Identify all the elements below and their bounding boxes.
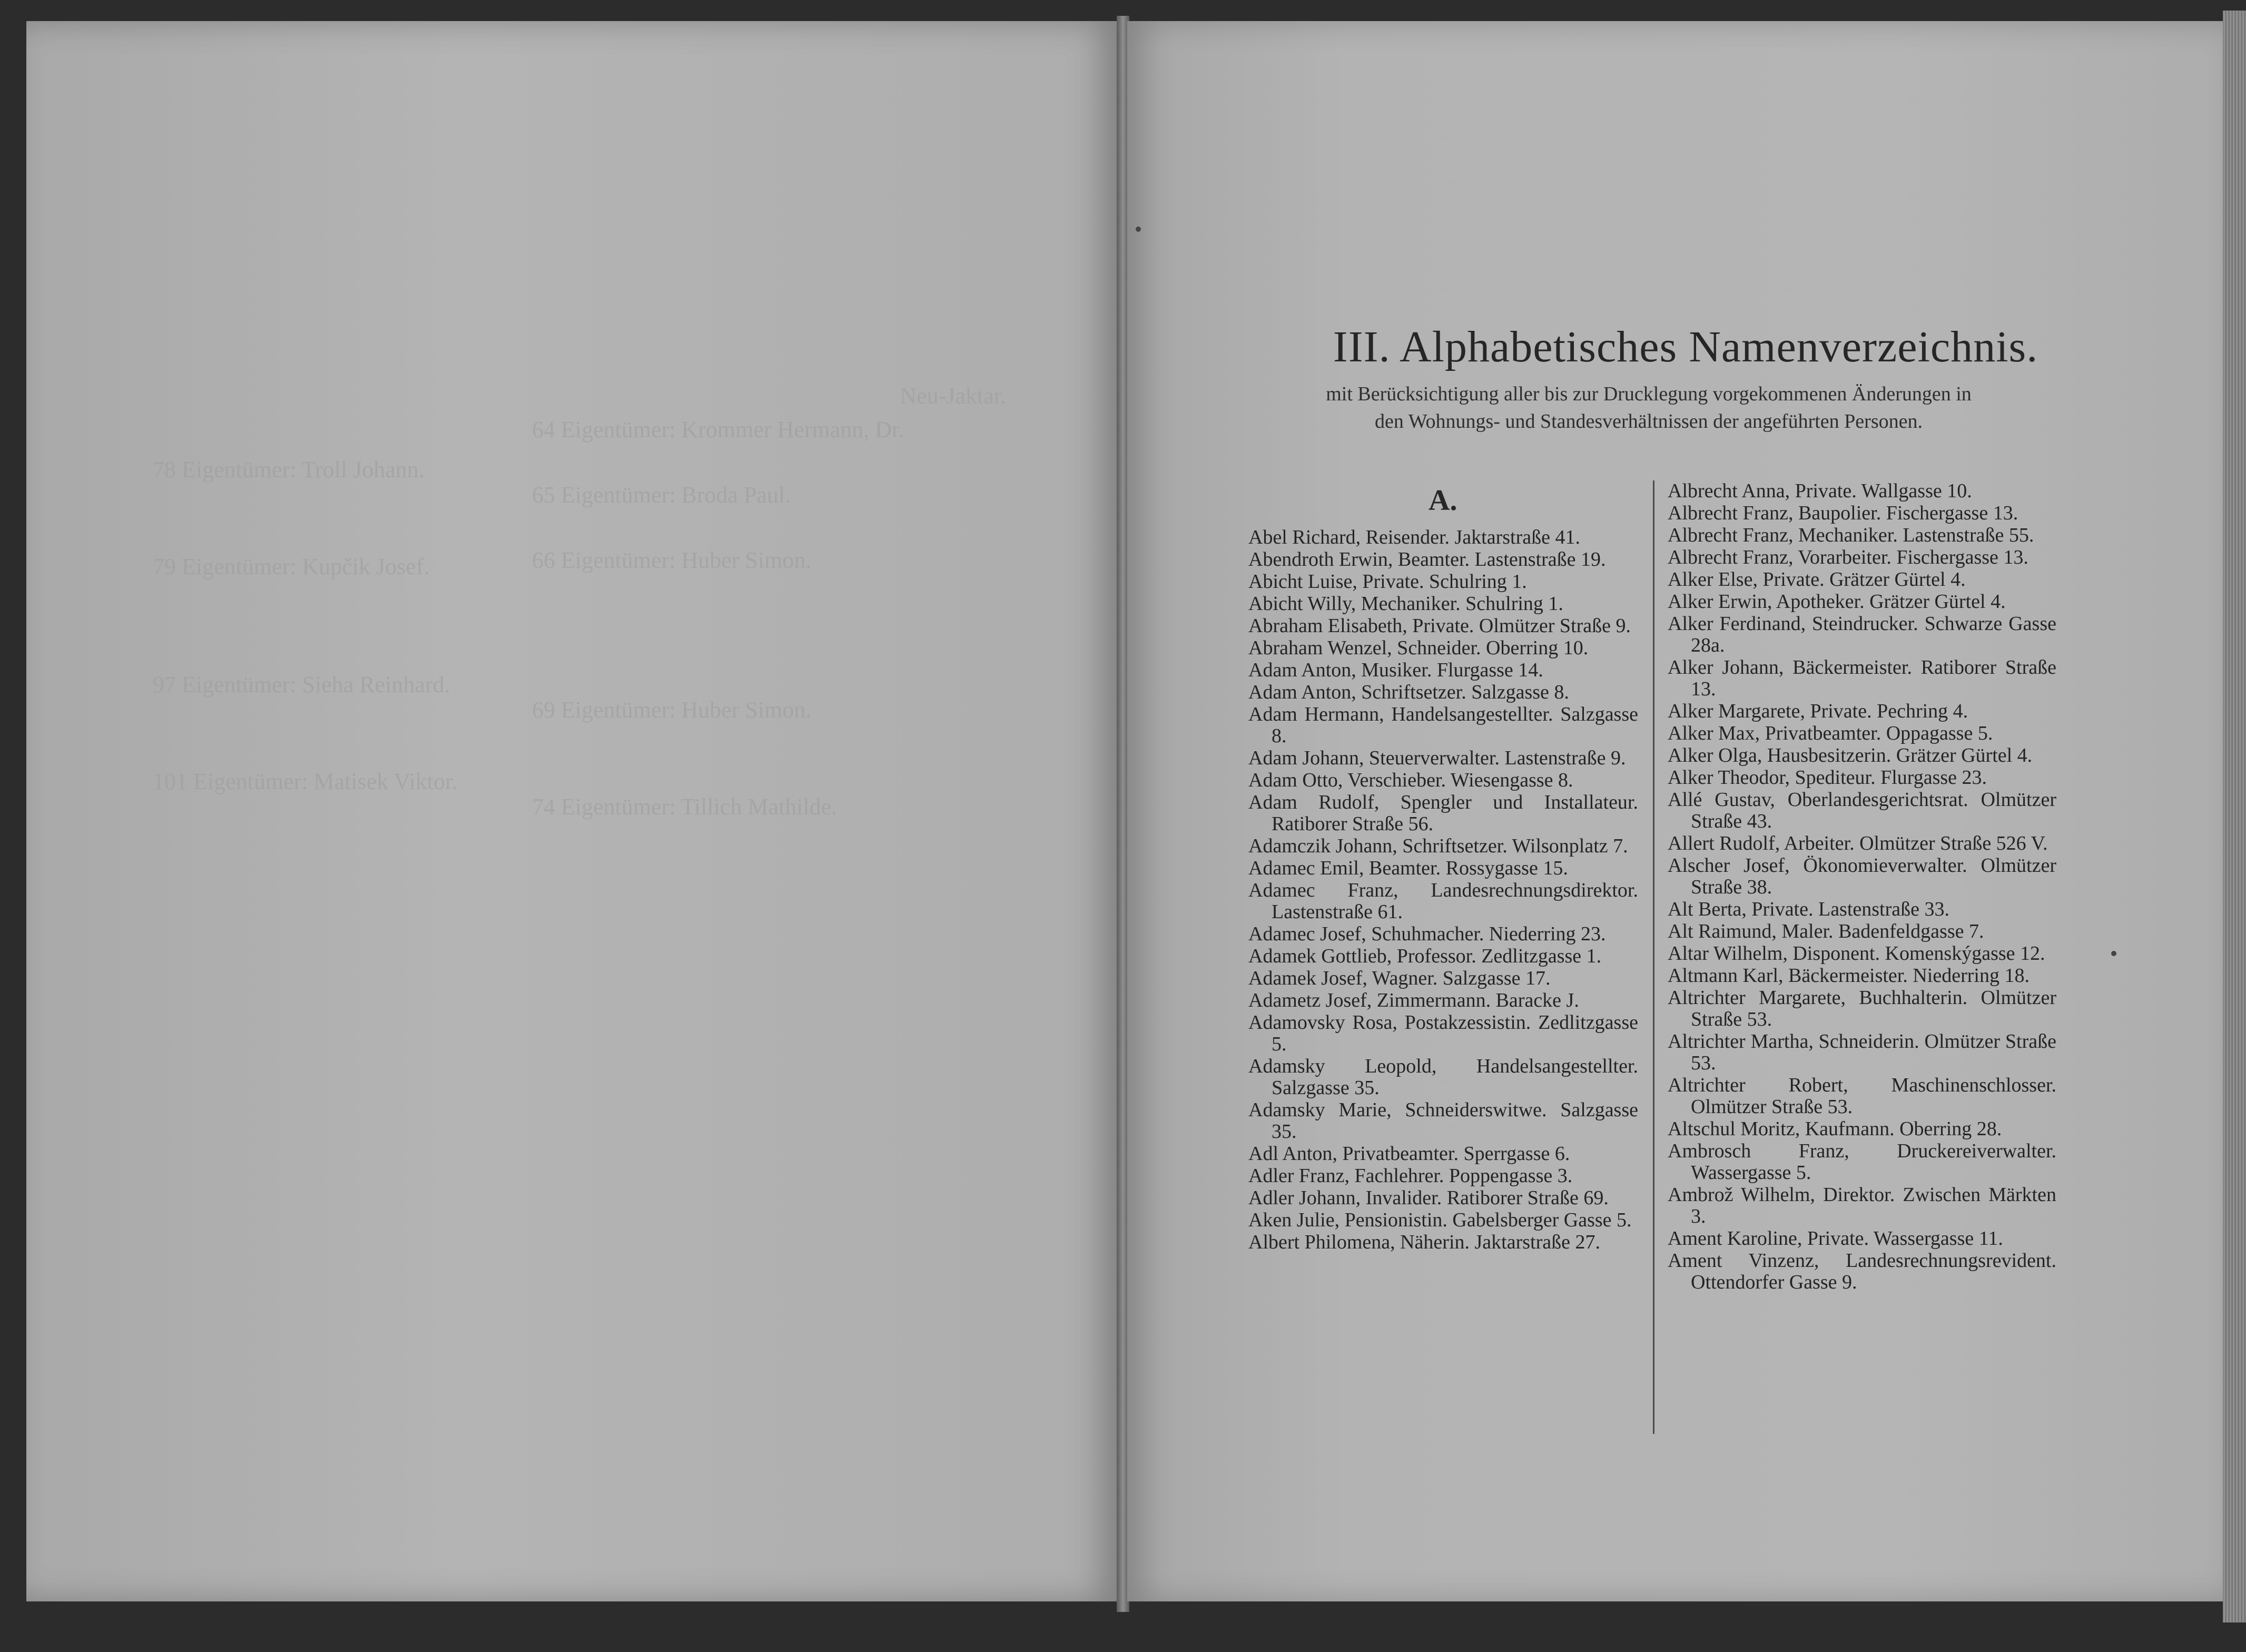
list-item: Alt Berta, Private. Lastenstraße 33. (1668, 898, 1950, 920)
list-item: Alker Ferdinand, Steindrucker. Schwarze Gasse 28a. (1668, 613, 2056, 656)
left-page (26, 21, 1117, 1601)
bleed-line: Neu-Jaktar. (900, 383, 1006, 409)
list-item: Alker Max, Privatbeamter. Oppagasse 5. (1668, 722, 1993, 744)
bleed-line: 66 Eigentümer: Huber Simon. (532, 547, 812, 573)
list-item: Alt Raimund, Maler. Badenfeldgasse 7. (1668, 920, 1984, 942)
list-item: Ambrož Wilhelm, Direktor. Zwischen Märkten 3. (1668, 1184, 2056, 1227)
bleed-line: 64 Eigentümer: Krommer Hermann, Dr. (532, 417, 904, 442)
list-item: Alker Johann, Bäckermeister. Ratiborer Straße 13. (1668, 656, 2056, 700)
list-item: Adamsky Marie, Schneiderswitwe. Salzgasse 35. (1248, 1099, 1638, 1143)
bleed-line: 74 Eigentümer: Tillich Mathilde. (532, 794, 838, 820)
list-item: Aken Julie, Pensionistin. Gabelsberger Gasse 5. (1248, 1209, 1632, 1231)
subtitle-line-2: den Wohnungs- und Standesverhältnissen der angeführten Personen. (1375, 410, 1923, 432)
page-edges (2223, 11, 2246, 1622)
section-letter: A. (1429, 484, 1457, 517)
list-item: Adamek Josef, Wagner. Salzgasse 17. (1248, 967, 1551, 989)
subtitle-line-1: mit Berücksichtigung aller bis zur Drucklegung vorgekommenen Änderungen in (1326, 383, 1972, 405)
list-item: Adam Anton, Musiker. Flurgasse 14. (1248, 659, 1543, 681)
list-item: Abendroth Erwin, Beamter. Lastenstraße 19. (1248, 548, 1606, 571)
list-item: Adamec Franz, Landesrechnungsdirektor. Lastenstraße 61. (1248, 879, 1638, 923)
list-item: Ament Karoline, Private. Wassergasse 11. (1668, 1227, 2003, 1250)
list-item: Allé Gustav, Oberlandesgerichtsrat. Olmützer Straße 43. (1668, 789, 2056, 832)
list-item: Adler Johann, Invalider. Ratiborer Straße 69. (1248, 1187, 1609, 1209)
list-item: Adam Hermann, Handelsangestellter. Salzgasse 8. (1248, 703, 1638, 747)
list-item: Adamsky Leopold, Handelsangestellter. Salzgasse 35. (1248, 1055, 1638, 1099)
bleed-line: 101 Eigentümer: Matisek Viktor. (153, 769, 458, 794)
column-divider (1653, 480, 1654, 1434)
bleed-through-text (532, 379, 1006, 824)
list-item: Abraham Elisabeth, Private. Olmützer Straße 9. (1248, 615, 1631, 637)
list-item: Adametz Josef, Zimmermann. Baracke J. (1248, 989, 1579, 1011)
list-item: Adamec Emil, Beamter. Rossygasse 15. (1248, 857, 1568, 879)
list-item: Adler Franz, Fachlehrer. Poppengasse 3. (1248, 1165, 1573, 1187)
list-item: Altrichter Robert, Maschinenschlosser. Olmützer Straße 53. (1668, 1074, 2056, 1118)
list-item: Adamovsky Rosa, Postakzessistin. Zedlitzgasse 5. (1248, 1011, 1638, 1055)
list-item: Adamczik Johann, Schriftsetzer. Wilsonplatz 7. (1248, 835, 1628, 857)
directory-column-right (1668, 480, 2056, 1294)
list-item: Allert Rudolf, Arbeiter. Olmützer Straße 526 V. (1668, 832, 2048, 854)
list-item: Altrichter Margarete, Buchhalterin. Olmützer Straße 53. (1668, 987, 2056, 1030)
bleed-line: 78 Eigentümer: Troll Johann. (153, 457, 425, 483)
list-item: Alscher Josef, Ökonomieverwalter. Olmützer Straße 38. (1668, 854, 2056, 898)
list-item: Albrecht Franz, Baupolier. Fischergasse 13. (1668, 502, 2018, 524)
list-item: Albert Philomena, Näherin. Jaktarstraße 27. (1248, 1231, 1600, 1253)
list-item: Ament Vinzenz, Landesrechnungsrevident. Ottendorfer Gasse 9. (1668, 1250, 2056, 1293)
list-item: Alker Theodor, Spediteur. Flurgasse 23. (1668, 766, 1987, 789)
list-item: Albrecht Franz, Mechaniker. Lastenstraße 55. (1668, 524, 2034, 546)
directory-column-left (1248, 527, 1638, 1254)
ink-mark (2111, 951, 2116, 956)
list-item: Adl Anton, Privatbeamter. Sperrgasse 6. (1248, 1143, 1570, 1165)
bleed-through-text-2 (153, 453, 521, 799)
list-item: Abraham Wenzel, Schneider. Oberring 10. (1248, 637, 1589, 659)
list-item: Albrecht Franz, Vorarbeiter. Fischergasse 13. (1668, 546, 2028, 568)
list-item: Adamec Josef, Schuhmacher. Niederring 23. (1248, 923, 1606, 945)
list-item: Adamek Gottlieb, Professor. Zedlitzgasse 1. (1248, 945, 1602, 967)
list-item: Adam Johann, Steuerverwalter. Lastenstraße 9. (1248, 747, 1626, 769)
page-subtitle (1227, 380, 2070, 435)
list-item: Altmann Karl, Bäckermeister. Niederring 18. (1668, 965, 2030, 987)
list-item: Altschul Moritz, Kaufmann. Oberring 28. (1668, 1118, 2002, 1140)
list-item: Ambrosch Franz, Druckereiverwalter. Wassergasse 5. (1668, 1140, 2056, 1184)
ink-mark (1136, 227, 1141, 232)
bleed-line: 69 Eigentümer: Huber Simon. (532, 697, 812, 723)
list-item: Altrichter Martha, Schneiderin. Olmützer Straße 53. (1668, 1030, 2056, 1074)
bleed-line: 97 Eigentümer: Sieha Reinhard. (153, 672, 450, 697)
list-item: Adam Rudolf, Spengler und Installateur. Ratiborer Straße 56. (1248, 791, 1638, 835)
list-item: Abicht Luise, Private. Schulring 1. (1248, 571, 1527, 593)
list-item: Alker Olga, Hausbesitzerin. Grätzer Gürtel 4. (1668, 744, 2033, 766)
list-item: Alker Erwin, Apotheker. Grätzer Gürtel 4. (1668, 591, 2006, 613)
list-item: Albrecht Anna, Private. Wallgasse 10. (1668, 480, 1972, 502)
list-item: Abicht Willy, Mechaniker. Schulring 1. (1248, 593, 1563, 615)
list-item: Alker Else, Private. Grätzer Gürtel 4. (1668, 568, 1966, 591)
page-title: III. Alphabetisches Namenverzeichnis. (1333, 322, 2038, 371)
bleed-line: 65 Eigentümer: Broda Paul. (532, 482, 791, 508)
bleed-line: 79 Eigentümer: Kupčik Josef. (153, 554, 430, 579)
list-item: Adam Otto, Verschieber. Wiesengasse 8. (1248, 769, 1573, 791)
list-item: Alker Margarete, Private. Pechring 4. (1668, 700, 1968, 722)
list-item: Altar Wilhelm, Disponent. Komenskýgasse 12. (1668, 942, 2045, 965)
list-item: Adam Anton, Schriftsetzer. Salzgasse 8. (1248, 681, 1569, 703)
list-item: Abel Richard, Reisender. Jaktarstraße 41. (1248, 526, 1580, 548)
